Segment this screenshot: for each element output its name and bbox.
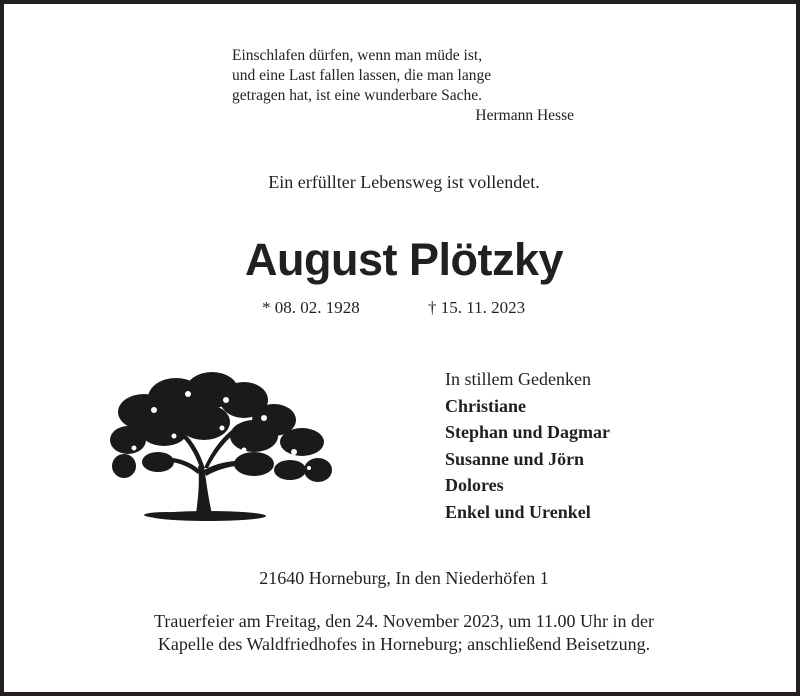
service-line: Trauerfeier am Freitag, den 24. November 2023, um 11.00 Uhr in der bbox=[153, 611, 655, 631]
mourners-intro: In stillem Gedenken bbox=[445, 369, 591, 389]
life-dates bbox=[262, 298, 562, 318]
quote-block bbox=[232, 46, 574, 126]
mourner-name: Susanne und Jörn bbox=[445, 448, 585, 469]
service-line: Kapelle des Waldfriedhofes in Horneburg; anschließend Beisetzung. bbox=[157, 634, 651, 654]
quote-author: Hermann Hesse bbox=[475, 107, 574, 124]
quote-line: und eine Last fallen lassen, die man lange bbox=[232, 67, 492, 84]
mourners-list bbox=[445, 366, 745, 525]
mourner-name: Stephan und Dagmar bbox=[445, 422, 611, 442]
deceased-name: August Plötzky bbox=[244, 234, 564, 285]
mourner-name: Dolores bbox=[445, 475, 504, 495]
tree-icon bbox=[104, 370, 334, 522]
mourner-name: Enkel und Urenkel bbox=[445, 501, 591, 522]
birth-date: * 08. 02. 1928 bbox=[262, 298, 360, 317]
funeral-service-info bbox=[4, 610, 800, 656]
quote-line: Einschlafen dürfen, wenn man müde ist, bbox=[232, 47, 483, 64]
mourner-name: Christiane bbox=[445, 395, 526, 416]
death-date: † 15. 11. 2023 bbox=[428, 298, 526, 317]
tagline: Ein erfüllter Lebensweg ist vollendet. bbox=[268, 172, 540, 192]
quote-line: getragen hat, ist eine wunderbare Sache. bbox=[232, 87, 483, 104]
address: 21640 Horneburg, In den Niederhöfen 1 bbox=[259, 568, 549, 588]
